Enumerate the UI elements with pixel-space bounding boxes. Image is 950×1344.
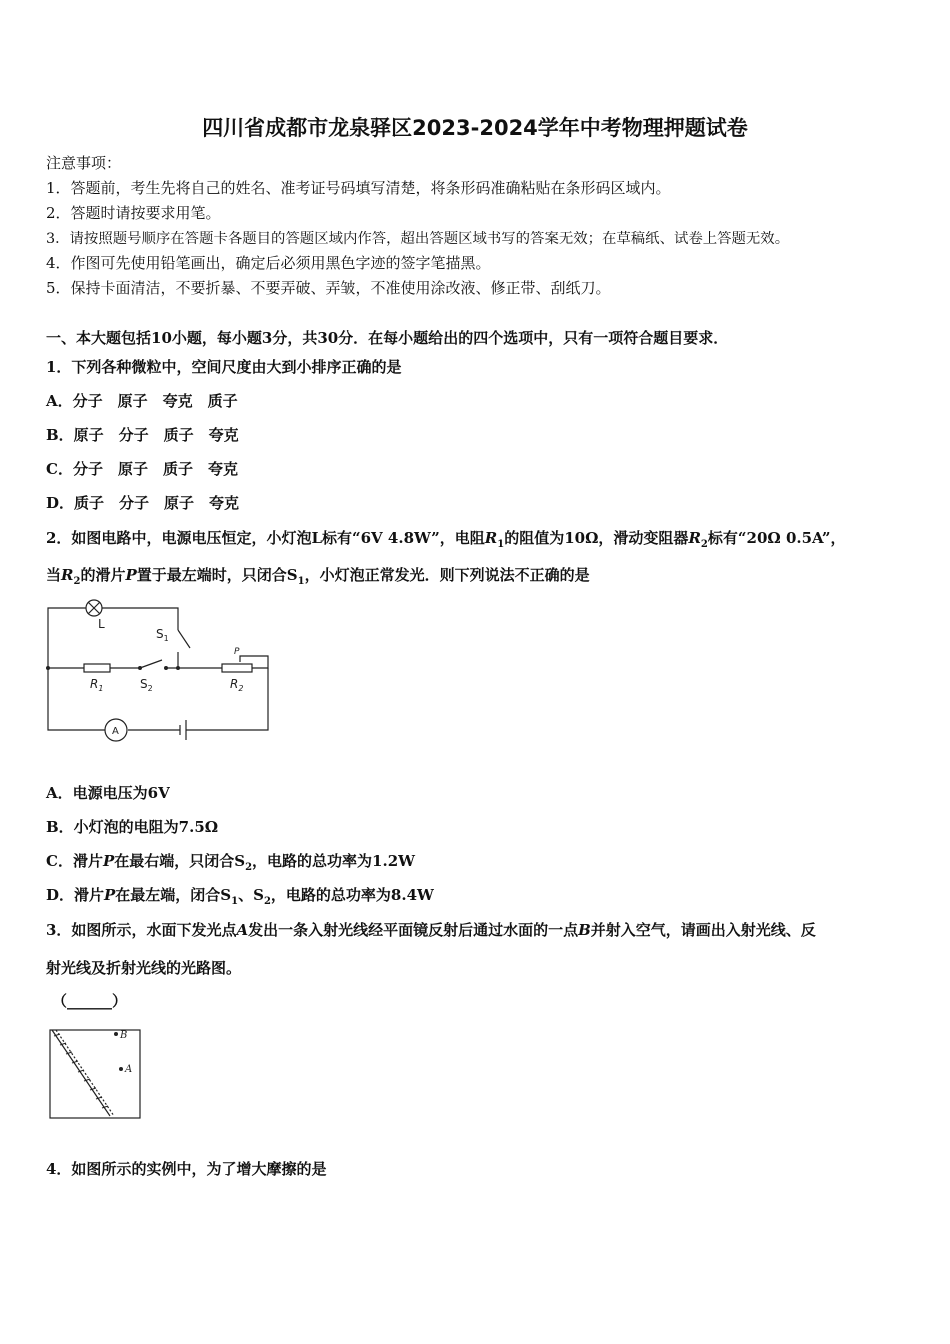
question-2-option-c: C．滑片P在最右端，只闭合$S_2$，电路的总功率为1.2W [46,852,415,873]
notice-item: 1．答题前，考生先将自己的姓名、准考证号码填写清楚，将条形码准确粘贴在条形码区域内。 [46,179,671,197]
question-2-option-b: B．小灯泡的电阻为7.5Ω [46,818,219,836]
question-3-stem-line2: 射光线及折射光线的光路图。 [46,959,242,977]
question-2-option-a: A．电源电压为6V [46,784,170,802]
answer-blank[interactable]: （______） [52,992,128,1010]
question-4-stem: 4．如图所示的实例中，为了增大摩擦的是 [46,1160,327,1178]
question-1-option-c: C．分子 原子 质子 夸克 [46,460,238,478]
point-B-label: B [120,1030,128,1041]
circuit-diagram [44,596,276,746]
notice-item: 3．请按照题号顺序在答题卡各题目的答题区域内作答，超出答题区域书写的答案无效；在草稿纸、试卷上答题无效。 [46,231,790,247]
page-title: 四川省成都市龙泉驿区2023-2024学年中考物理押题试卷 [202,116,748,140]
question-2-option-d: D．滑片P在最左端，闭合$S_1$、$S_2$，电路的总功率为8.4W [46,886,434,907]
water-mirror-diagram [46,1026,146,1122]
label-S2: $S_2$ [140,677,153,693]
question-3-stem-line1: 3．如图所示，水面下发光点A发出一条入射光线经平面镜反射后通过水面的一点B并射入空气，请画出入射光线、反 [46,921,816,939]
label-P: P [234,647,240,657]
question-1-option-a: A．分子 原子 夸克 质子 [46,392,238,410]
point-A-label: A [125,1064,133,1075]
question-1-stem: 1．下列各种微粒中，空间尺度由大到小排序正确的是 [46,358,402,376]
ammeter-label: A [112,726,119,737]
question-2-stem-line1: 2．如图电路中，电源电压恒定，小灯泡L标有“6V 4.8W”，电阻$R_1$的阻值为10Ω，滑动变阻器$R_2$标有“20Ω 0.5A”， [46,529,846,550]
label-S1: $S_1$ [156,627,169,643]
notice-item: 2．答题时请按要求用笔。 [46,204,221,222]
label-R1: $R_1$ [90,677,104,693]
label-R2: $R_2$ [230,677,244,693]
notice-heading: 注意事项： [46,154,122,172]
notice-item: 5．保持卡面清洁，不要折暴、不要弄破、弄皱，不准使用涂改液、修正带、刮纸刀。 [46,279,611,297]
question-1-option-b: B．原子 分子 质子 夸克 [46,426,239,444]
question-1-option-d: D．质子 分子 原子 夸克 [46,494,240,512]
label-L: L [98,617,105,631]
notice-item: 4．作图可先使用铅笔画出，确定后必须用黑色字迹的签字笔描黑。 [46,254,491,272]
section-heading: 一、本大题包括10小题，每小题3分，共30分．在每小题给出的四个选项中，只有一项符合题目要求． [46,329,729,347]
question-2-stem-line2: 当$R_2$的滑片P置于最左端时，只闭合$S_1$，小灯泡正常发光．则下列说法不正确的是 [46,566,590,587]
